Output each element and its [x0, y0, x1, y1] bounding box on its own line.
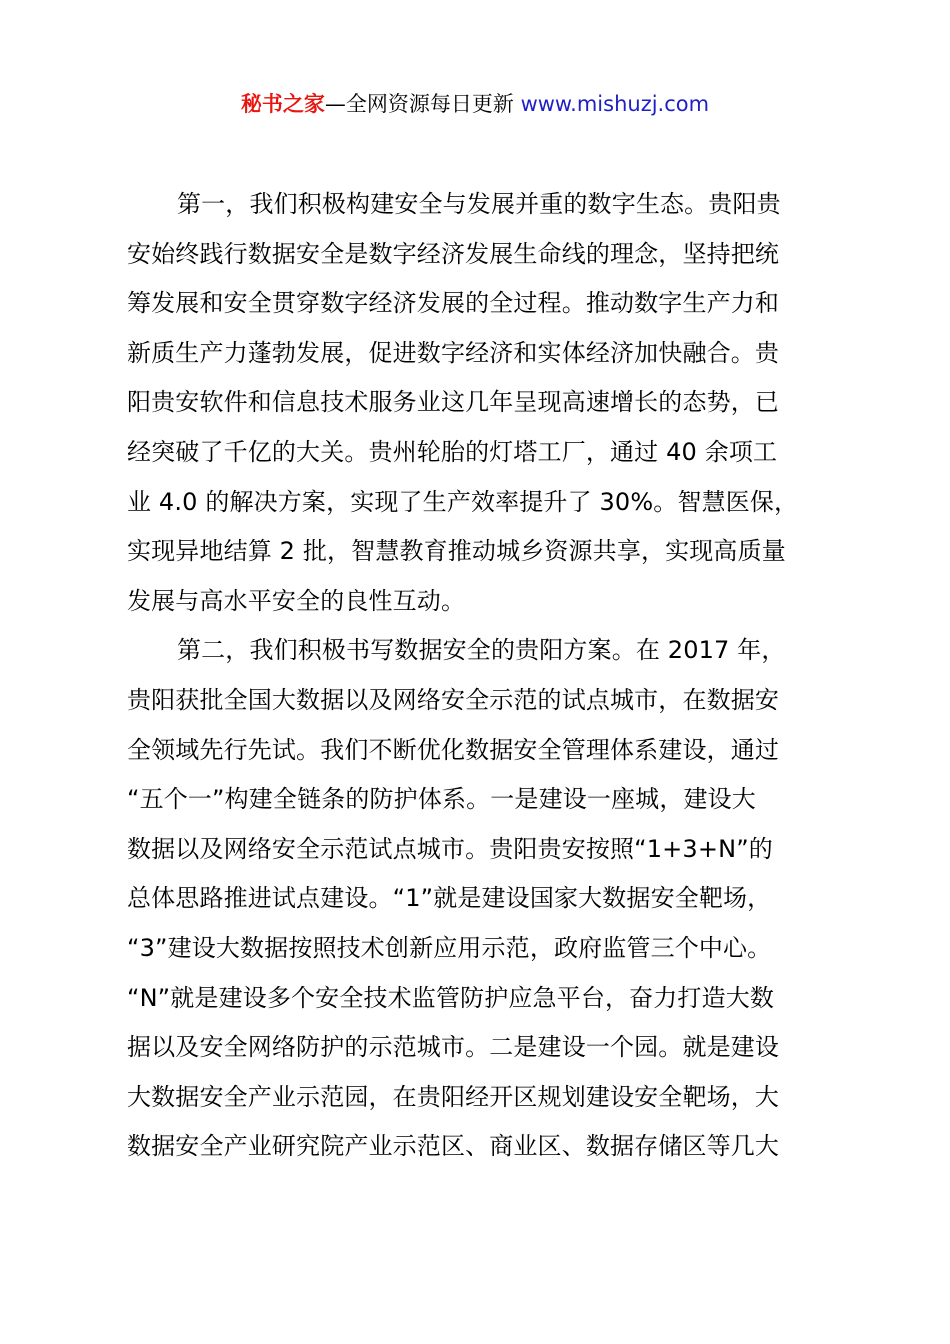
site-url-link[interactable]: www.mishuzj.com [520, 92, 710, 116]
brand-name: 秘书之家 [240, 92, 325, 116]
paragraph-2-line: 数据以及网络安全示范试点城市。贵阳贵安按照“1+3+N”的 [127, 834, 773, 863]
paragraph-1-line: 实现异地结算 2 批，智慧教育推动城乡资源共享，实现高质量 [127, 537, 786, 566]
paragraph-1-line: 安始终践行数据安全是数字经济发展生命线的理念，坚持把统 [127, 239, 780, 268]
paragraph-2-line: “3”建设大数据按照技术创新应用示范，政府监管三个中心。 [127, 933, 772, 962]
paragraph-2-line: 数据安全产业研究院产业示范区、商业区、数据存储区等几大 [127, 1132, 780, 1161]
paragraph-2-line: 据以及安全网络防护的示范城市。二是建设一个园。就是建设 [127, 1033, 780, 1062]
header-tagline: —全网资源每日更新 [324, 92, 521, 116]
paragraph-1-line: 新质生产力蓬勃发展，促进数字经济和实体经济加快融合。贵 [127, 338, 780, 367]
paragraph-2-line: 第二，我们积极书写数据安全的贵阳方案。在 2017 年， [177, 636, 786, 665]
paragraph-1-line: 发展与高水平安全的良性互动。 [127, 586, 466, 615]
paragraph-1-line: 筹发展和安全贯穿数字经济发展的全过程。推动数字生产力和 [127, 289, 780, 318]
document-body [127, 180, 837, 1172]
paragraph-1-line: 业 4.0 的解决方案，实现了生产效率提升了 30%。智慧医保， [127, 487, 799, 516]
paragraph-2-line: “五个一”构建全链条的防护体系。一是建设一座城，建设大 [127, 785, 756, 814]
page-header [0, 88, 950, 120]
paragraph-2-line: 全领域先行先试。我们不断优化数据安全管理体系建设，通过 [127, 735, 780, 764]
paragraph-1-line: 阳贵安软件和信息技术服务业这几年呈现高速增长的态势，已 [127, 388, 780, 417]
paragraph-2-line: 贵阳获批全国大数据以及网络安全示范的试点城市，在数据安 [127, 685, 780, 714]
paragraph-1-line: 第一，我们积极构建安全与发展并重的数字生态。贵阳贵 [177, 190, 781, 218]
paragraph-2-line: 总体思路推进试点建设。“1”就是建设国家大数据安全靶场， [127, 884, 772, 913]
paragraph-1-line: 经突破了千亿的大关。贵州轮胎的灯塔工厂，通过 40 余项工 [127, 437, 778, 466]
paragraph-2-line: 大数据安全产业示范园，在贵阳经开区规划建设安全靶场，大 [127, 1082, 780, 1111]
paragraph-2-line: “N”就是建设多个安全技术监管防护应急平台，奋力打造大数 [127, 983, 775, 1012]
